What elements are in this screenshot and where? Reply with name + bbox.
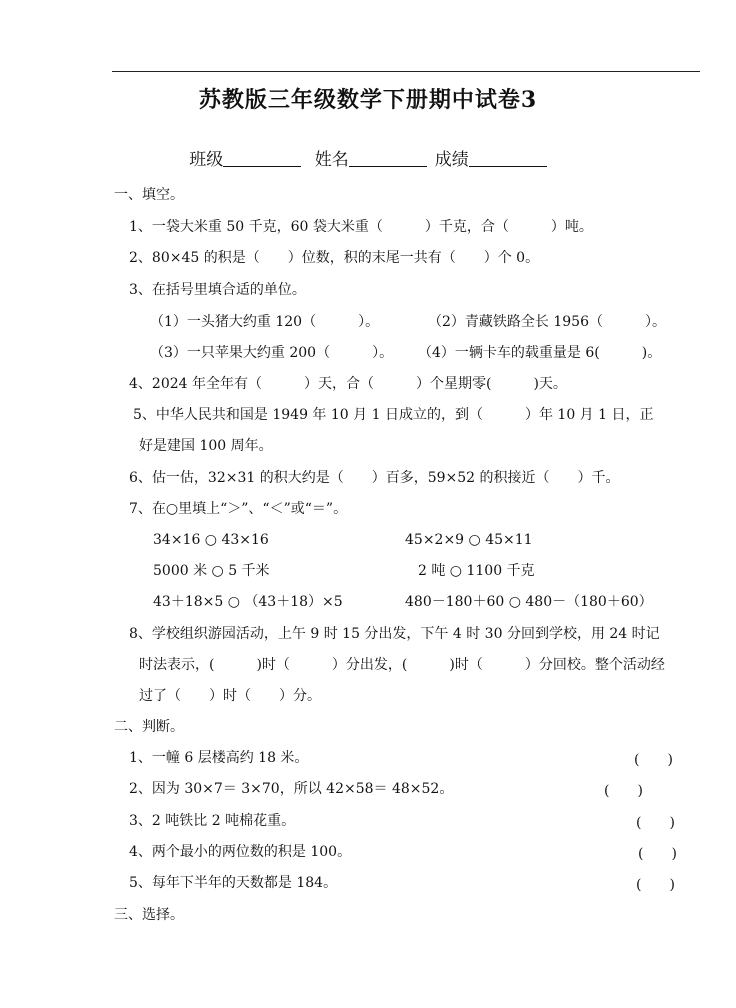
- page-title: 苏教版三年级数学下册期中试卷3: [198, 87, 538, 113]
- class-blank[interactable]: [223, 148, 301, 167]
- judge-item-4: 4、两个最小的两位数的积是 100。: [129, 844, 352, 860]
- compare-6: 480－180＋60 ○ 480－（180＋60）: [405, 594, 653, 610]
- judge-item-3: 3、2 吨铁比 2 吨棉花重。: [129, 813, 296, 829]
- question-8-line-2: 时法表示，( )时（ ）分出发，( )时（ ）分回校。整个活动经: [139, 657, 665, 673]
- score-blank[interactable]: [469, 148, 547, 167]
- question-2: 2、80×45 的积是（ ）位数，积的末尾一共有（ ）个 0。: [129, 250, 540, 266]
- judge-answer-5[interactable]: ( ): [636, 877, 675, 893]
- compare-2: 45×2×9 ○ 45×11: [405, 532, 533, 548]
- section-heading-judge: 二、判断。: [114, 719, 184, 735]
- score-label: 成绩: [434, 150, 469, 170]
- student-info-row: [0, 145, 736, 170]
- judge-answer-2[interactable]: ( ): [604, 783, 643, 799]
- judge-item-1: 1、一幢 6 层楼高约 18 米。: [129, 750, 309, 766]
- question-5-line-2: 好是建国 100 周年。: [139, 438, 273, 454]
- question-6: 6、估一估，32×31 的积大约是（ ）百多，59×52 的积接近（ ）千。: [129, 470, 620, 486]
- class-label: 班级: [189, 150, 224, 170]
- compare-3: 5000 米 ○ 5 千米: [153, 563, 270, 579]
- name-blank[interactable]: [349, 148, 427, 167]
- judge-item-5: 5、每年下半年的天数都是 184。: [129, 875, 338, 891]
- question-3-a: （1）一头猪大约重 120（ ）。: [150, 314, 380, 330]
- question-1: 1、一袋大米重 50 千克，60 袋大米重（ ）千克，合（ ）吨。: [129, 219, 593, 235]
- section-heading-choice: 三、选择。: [114, 907, 184, 923]
- judge-answer-3[interactable]: ( ): [636, 815, 675, 831]
- judge-answer-4[interactable]: ( ): [638, 846, 677, 862]
- question-3: 3、在括号里填合适的单位。: [129, 282, 306, 298]
- compare-4: 2 吨 ○ 1100 千克: [418, 563, 535, 579]
- compare-5: 43＋18×5 ○ （43＋18）×5: [153, 594, 343, 610]
- question-3-d: （4）一辆卡车的载重量是 6( )。: [418, 345, 662, 361]
- name-label: 姓名: [314, 150, 349, 170]
- compare-1: 34×16 ○ 43×16: [153, 532, 269, 548]
- question-7: 7、在○里填上“＞”、“＜”或“＝”。: [129, 501, 348, 517]
- question-3-c: （3）一只苹果大约重 200（ ）。: [150, 345, 394, 361]
- question-5-line-1: 5、中华人民共和国是 1949 年 10 月 1 日成立的，到（ ）年 10 月 1 日，正: [133, 407, 654, 423]
- top-rule: [112, 71, 700, 72]
- question-4: 4、2024 年全年有（ ）天，合（ ）个星期零( )天。: [129, 376, 567, 392]
- question-3-b: （2）青藏铁路全长 1956（ ）。: [428, 314, 666, 330]
- question-8-line-3: 过了（ ）时（ ）分。: [139, 688, 321, 704]
- question-8-line-1: 8、学校组织游园活动，上午 9 时 15 分出发，下午 4 时 30 分回到学校，用 24 时记: [129, 626, 660, 642]
- judge-item-2: 2、因为 30×7＝ 3×70，所以 42×58＝ 48×52。: [129, 781, 454, 797]
- section-heading-fill: 一、填空。: [114, 187, 184, 203]
- judge-answer-1[interactable]: ( ): [634, 752, 673, 768]
